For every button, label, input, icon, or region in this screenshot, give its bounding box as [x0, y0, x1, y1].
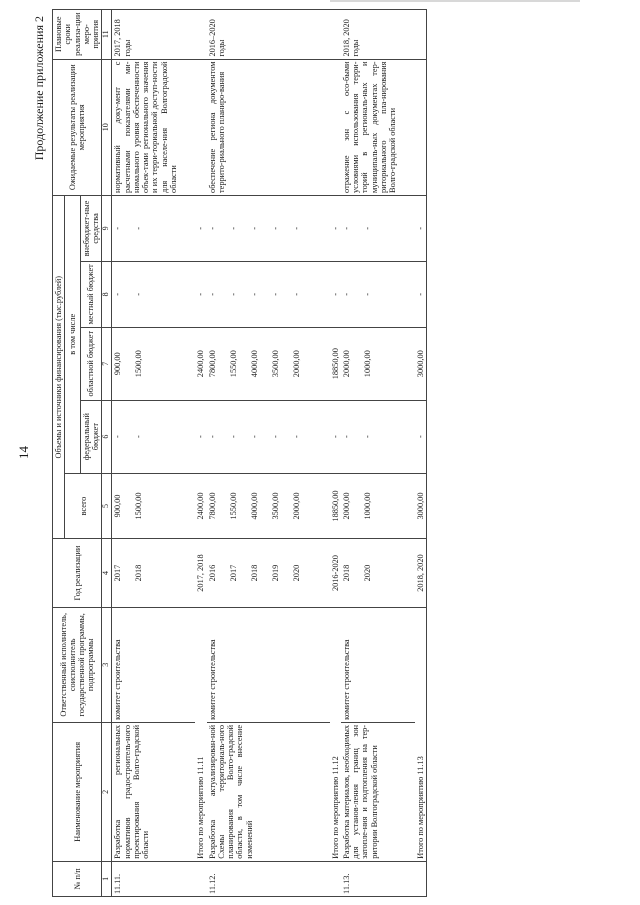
- total-row: [415, 10, 427, 897]
- total-total-value: 3000,00: [415, 473, 427, 539]
- spacer-cell: [179, 59, 195, 195]
- federal-value: -: [270, 435, 280, 438]
- total-results-cell: [415, 59, 427, 195]
- spacer-cell: [179, 861, 195, 896]
- federal-value: -: [207, 435, 217, 438]
- spacer-cell: [399, 195, 415, 261]
- year-value: 2018: [341, 564, 351, 582]
- page-number: 14: [16, 446, 31, 459]
- activity-terms: 2016–2020 годы: [207, 10, 314, 60]
- offbudget-value: -: [207, 227, 217, 230]
- spacer-cell: [314, 473, 330, 539]
- offbudget-value: -: [270, 227, 280, 230]
- header-terms: Плановые сроки реализа-ции меро-приятия: [53, 10, 102, 60]
- local-value: -: [249, 292, 259, 296]
- spacer-cell: [314, 539, 330, 607]
- offbudget-value: -: [249, 227, 259, 230]
- header-federal: федеральный бюджет: [80, 400, 102, 473]
- header-year: Год реализации: [53, 539, 102, 607]
- total-federal-value: -: [415, 400, 427, 473]
- federal-value: -: [113, 435, 123, 438]
- activity-executor: комитет строительства: [207, 607, 314, 722]
- regional-value: 1500,00: [134, 350, 144, 378]
- total-num-cell: [415, 861, 427, 896]
- year-value: 2020: [362, 564, 372, 582]
- regional-value: 3500,00: [270, 350, 280, 378]
- header-results: Ожидаемые результаты реализации мероприятия: [53, 59, 102, 195]
- spacer-cell: [399, 607, 415, 722]
- total-label: Итого по мероприятию 11.12: [330, 607, 341, 861]
- total-value-cell: [112, 473, 179, 539]
- total-local-value: -: [195, 261, 206, 327]
- year-value-cell: [341, 539, 399, 607]
- year-value: 2017: [113, 564, 123, 582]
- spacer-cell: [179, 722, 195, 861]
- activity-results: нормативный доку-мент с расчетными показателями ми-нимального уровня обеспеченности объек-тами регионального значения и их терри-ториальной доступ-ности для населе-ния Волгоградской области: [112, 59, 179, 195]
- header-offbudget: внебюджет-ные средства: [80, 195, 102, 261]
- local-value-cell: [341, 261, 399, 327]
- column-index-cell: 4: [102, 539, 112, 607]
- total-total-value: 18850,00: [330, 473, 341, 539]
- total-value: 1500,00: [134, 492, 144, 520]
- total-local-value: -: [415, 261, 427, 327]
- total-terms-cell: [330, 10, 341, 60]
- local-value: -: [113, 292, 123, 296]
- total-regional-value: 3000,00: [415, 327, 427, 400]
- spacer-cell: [399, 59, 415, 195]
- spacer-cell: [314, 861, 330, 896]
- local-value-cell: [207, 261, 314, 327]
- offbudget-value: -: [228, 227, 238, 230]
- column-index-row: [102, 10, 112, 897]
- year-value: 2019: [270, 564, 280, 582]
- activity-num: 11.11.: [112, 861, 179, 896]
- year-value: 2016: [207, 564, 217, 582]
- spacer-cell: [179, 10, 195, 60]
- total-value: 3500,00: [270, 492, 280, 520]
- column-index-cell: 5: [102, 473, 112, 539]
- regional-value: 1550,00: [228, 350, 238, 378]
- total-num-cell: [330, 861, 341, 896]
- activity-results: отражение зон с осо-быми условиями использования терри-торий в региональ-ных и муниципаль-ных документах тер-риториального пла-нирования Волго-градской области: [341, 59, 399, 195]
- spacer-row: [179, 10, 195, 897]
- total-total-value: 2400,00: [195, 473, 206, 539]
- federal-value: -: [249, 435, 259, 438]
- total-value-cell: [341, 473, 399, 539]
- spacer-cell: [179, 195, 195, 261]
- activity-num: 11.13.: [341, 861, 399, 896]
- federal-value: -: [362, 435, 372, 438]
- total-value-cell: [207, 473, 314, 539]
- year-value: 2017: [228, 564, 238, 582]
- local-value: -: [341, 292, 351, 296]
- header-name: Наименование мероприятия: [53, 722, 102, 861]
- spacer-cell: [399, 327, 415, 400]
- total-local-value: -: [330, 261, 341, 327]
- total-terms-cell: [415, 10, 427, 60]
- spacer-cell: [314, 10, 330, 60]
- spacer-cell: [399, 10, 415, 60]
- spacer-cell: [179, 473, 195, 539]
- column-index-cell: 8: [102, 261, 112, 327]
- spacer-cell: [399, 539, 415, 607]
- offbudget-value: -: [341, 227, 351, 230]
- spacer-cell: [179, 400, 195, 473]
- total-value: 1000,00: [362, 492, 372, 520]
- spacer-cell: [314, 59, 330, 195]
- spacer-cell: [314, 261, 330, 327]
- federal-value: -: [134, 435, 144, 438]
- spacer-cell: [314, 722, 330, 861]
- header-executor: Ответственный исполнитель, соисполнитель государственной программы, подпрограммы: [53, 607, 102, 722]
- total-offbudget-value: -: [330, 195, 341, 261]
- activity-name: Разработка региональных нормативов градостроитель-ного проектирования Волго-градской области: [112, 722, 179, 861]
- local-value: -: [228, 292, 238, 296]
- activity-name: Разработка материалов, необходимых для установ-ления границ зон затопле-ния и подтопления на тер-ритории Волгоградской области: [341, 722, 399, 861]
- column-index-cell: 9: [102, 195, 112, 261]
- activity-executor: комитет строительства: [112, 607, 179, 722]
- local-value-cell: [112, 261, 179, 327]
- regional-value-cell: [207, 327, 314, 400]
- total-label: Итого по мероприятию 11.11: [195, 607, 206, 861]
- regional-value: 2000,00: [291, 350, 301, 378]
- header-funding: Объемы и источники финансирования (тыс.рублей): [53, 195, 65, 538]
- column-index-cell: 3: [102, 607, 112, 722]
- total-value: 900,00: [113, 494, 123, 518]
- total-row: [195, 10, 206, 897]
- local-value: -: [207, 292, 217, 296]
- spacer-row: [399, 10, 415, 897]
- column-index-cell: 7: [102, 327, 112, 400]
- year-value-cell: [112, 539, 179, 607]
- spacer-row: [314, 10, 330, 897]
- total-num-cell: [195, 861, 206, 896]
- total-results-cell: [195, 59, 206, 195]
- spacer-cell: [399, 261, 415, 327]
- total-offbudget-value: -: [415, 195, 427, 261]
- federal-value-cell: [112, 400, 179, 473]
- total-label: Итого по мероприятию 11.13: [415, 607, 427, 861]
- regional-value-cell: [112, 327, 179, 400]
- continuation-title: Продолжение приложения 2: [32, 16, 46, 161]
- total-value: 4000,00: [249, 492, 259, 520]
- spacer-cell: [399, 400, 415, 473]
- activity-row: [341, 10, 399, 897]
- spacer-cell: [399, 473, 415, 539]
- federal-value: -: [228, 435, 238, 438]
- spacer-cell: [179, 327, 195, 400]
- regional-value: 900,00: [113, 352, 123, 376]
- total-regional-value: 2400,00: [195, 327, 206, 400]
- offbudget-value-cell: [341, 195, 399, 261]
- total-year-value: 2016-2020: [330, 539, 341, 607]
- offbudget-value-cell: [112, 195, 179, 261]
- year-value: 2018: [249, 564, 259, 582]
- total-year-value: 2018, 2020: [415, 539, 427, 607]
- spacer-cell: [314, 195, 330, 261]
- regional-value: 4000,00: [249, 350, 259, 378]
- total-federal-value: -: [330, 400, 341, 473]
- federal-value-cell: [207, 400, 314, 473]
- total-year-value: 2017, 2018: [195, 539, 206, 607]
- column-index-cell: 2: [102, 722, 112, 861]
- total-regional-value: 18850,00: [330, 327, 341, 400]
- spacer-cell: [179, 539, 195, 607]
- spacer-cell: [399, 722, 415, 861]
- activity-row: [207, 10, 314, 897]
- local-value: -: [291, 292, 301, 296]
- header-total: всего: [65, 473, 102, 539]
- activity-results: обеспечение региона документом террито-риального планиро-вания: [207, 59, 314, 195]
- federal-value-cell: [341, 400, 399, 473]
- activity-row: [112, 10, 179, 897]
- program-table: [52, 9, 427, 897]
- offbudget-value: -: [134, 227, 144, 230]
- federal-value: -: [291, 435, 301, 438]
- activity-name: Разработка актуализирован-ной Схемы территориаль-ного планирования Волго-градской области, в том числе внесение изменений: [207, 722, 314, 861]
- total-row: [330, 10, 341, 897]
- total-federal-value: -: [195, 400, 206, 473]
- regional-value-cell: [341, 327, 399, 400]
- total-value: 1550,00: [228, 492, 238, 520]
- regional-value: 2000,00: [341, 350, 351, 378]
- header-incl: в том числе: [65, 195, 81, 473]
- header-num: № п/п: [53, 861, 102, 896]
- total-offbudget-value: -: [195, 195, 206, 261]
- column-index-cell: 6: [102, 400, 112, 473]
- offbudget-value: -: [113, 227, 123, 230]
- column-index-cell: 1: [102, 861, 112, 896]
- year-value: 2020: [291, 564, 301, 582]
- header-local: местный бюджет: [80, 261, 102, 327]
- activity-executor: комитет строительства: [341, 607, 399, 722]
- spacer-cell: [314, 327, 330, 400]
- federal-value: -: [341, 435, 351, 438]
- spacer-cell: [179, 261, 195, 327]
- activity-terms: 2017, 2018 годы: [112, 10, 179, 60]
- local-value: -: [134, 292, 144, 296]
- column-index-cell: 10: [102, 59, 112, 195]
- total-results-cell: [330, 59, 341, 195]
- column-index-cell: 11: [102, 10, 112, 60]
- activity-num: 11.12.: [207, 861, 314, 896]
- total-value: 7800,00: [207, 492, 217, 520]
- year-value: 2018: [134, 564, 144, 582]
- regional-value: 7800,00: [207, 350, 217, 378]
- spacer-cell: [314, 400, 330, 473]
- year-value-cell: [207, 539, 314, 607]
- spacer-cell: [314, 607, 330, 722]
- offbudget-value-cell: [207, 195, 314, 261]
- spacer-cell: [179, 607, 195, 722]
- total-value: 2000,00: [341, 492, 351, 520]
- activity-terms: 2018, 2020 годы: [341, 10, 399, 60]
- header-regional: областной бюджет: [80, 327, 102, 400]
- total-value: 2000,00: [291, 492, 301, 520]
- spacer-cell: [399, 861, 415, 896]
- offbudget-value: -: [362, 227, 372, 230]
- regional-value: 1000,00: [362, 350, 372, 378]
- total-terms-cell: [195, 10, 206, 60]
- local-value: -: [362, 292, 372, 296]
- offbudget-value: -: [291, 227, 301, 230]
- local-value: -: [270, 292, 280, 296]
